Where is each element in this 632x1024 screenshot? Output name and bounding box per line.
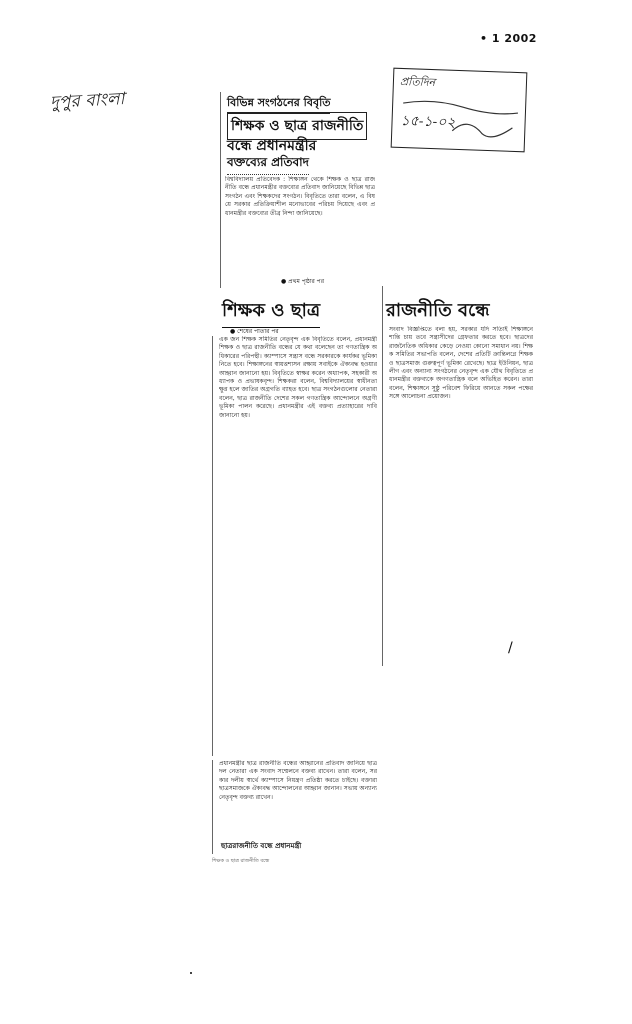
article2-headline-box (208, 296, 386, 322)
article1-byline: ● প্রথম পৃষ্ঠার পর (281, 278, 325, 285)
article2-column-left (212, 336, 381, 756)
article1-kicker: বিভিন্ন সংগঠনের বিবৃতি (227, 94, 330, 114)
article1-headline-line2: বন্ধে প্রধানমন্ত্রীর (227, 138, 317, 154)
article2-col1-lower-text: প্রধানমন্ত্রীর ছাত্র রাজনীতি বন্ধের আহ্বানের প্রতিবাদ জানিয়ে ছাত্রদল নেতারা এক সংবাদ সম্মেলনে বক্তব্য রাখেন। তারা বলেন, সরকার দলীয় স্বার্থে ক্যাম্পাসে নিয়ন্ত্রণ প্রতিষ্ঠা করতে চাইছে। বক্তারা ছাত্রসমাজকে ঐক্যবদ্ধ আন্দোলনের আহ্বান জানান। সভায় অন্যান্য নেতৃবৃন্দ বক্তব্য রাখেন। (219, 760, 377, 801)
article1-body: বিশ্ববিদ্যালয় প্রতিবেদক : শিক্ষাঙ্গন থেকে শিক্ষক ও ছাত্র রাজনীতি বন্ধে প্রধানমন্ত্রীর বক্তব্যের প্রতিবাদ জানিয়েছে বিভিন্ন ছাত্র সংগঠন এবং শিক্ষকদের সংগঠন। বিবৃতিতে তারা বলেন, এ বিষয়ে সরকার প্রতিক্রিয়াশীল মনোভাবের পরিচয় দিয়েছে এবং প্রধানমন্ত্রীর বক্তব্যের তীব্র নিন্দা জানিয়েছে। (225, 176, 375, 217)
article2-column-right (382, 286, 537, 666)
scribble-icon (392, 69, 527, 152)
handwritten-source-label: দুপুর বাংলা (49, 89, 125, 113)
note-box-line1: প্রতিদিন (399, 74, 436, 90)
handwritten-note-box (391, 68, 528, 153)
note-box-line2: ১৫-১-০২ (400, 112, 456, 131)
stray-dot (190, 972, 192, 974)
article2-col1-text: এক জন শিক্ষক সমিতির নেতৃবৃন্দ এক বিবৃতিতে বলেন, প্রধানমন্ত্রী শিক্ষক ও ছাত্র রাজনীতি বন্ধের যে কথা বলেছেন তা গণতান্ত্রিক অধিকারের পরিপন্থী। ক্যাম্পাসে সন্ত্রাস বন্ধে সরকারকে কার্যকর ভূমিকা নিতে হবে। শিক্ষাঙ্গনের স্বায়ত্তশাসন রক্ষায় সবাইকে ঐক্যবদ্ধ হওয়ার আহ্বান জানানো হয়। বিবৃতিতে স্বাক্ষর করেন অধ্যাপক, সহকারী অধ্যাপক ও প্রভাষকবৃন্দ। শিক্ষকরা বলেন, বিশ্ববিদ্যালয়ের স্বাধীনতা ক্ষুণ্ণ হলে জাতির অগ্রগতি ব্যাহত হবে। ছাত্র সংগঠনগুলোর নেতারা বলেন, ছাত্র রাজনীতি দেশের সকল গণতান্ত্রিক আন্দোলনে অগ্রণী ভূমিকা পালন করেছে। প্রধানমন্ত্রীর এই বক্তব্য প্রত্যাহারের দাবি জানানো হয়। (219, 336, 377, 419)
article2-headline-full: শিক্ষক ও ছাত্র রাজনীতি বন্ধে (212, 858, 270, 864)
article1-headline-line3: বক্তব্যের প্রতিবাদ (227, 154, 309, 175)
article2-col2-text: সংবাদ বিজ্ঞপ্তিতে বলা হয়, সরকার যদি সত্যিই শিক্ষাঙ্গনে শান্তি চায় তবে সন্ত্রাসীদের গ্রেফতার করতে হবে। ছাত্রদের রাজনৈতিক অধিকার কেড়ে নেওয়া কোনো সমাধান নয়। শিক্ষক সমিতির সভাপতি বলেন, দেশের প্রতিটি ক্রান্তিলগ্নে শিক্ষক ও ছাত্রসমাজ গুরুত্বপূর্ণ ভূমিকা রেখেছে। ছাত্র ইউনিয়ন, ছাত্রলীগ এবং অন্যান্য সংগঠনের নেতৃবৃন্দ এক যৌথ বিবৃতিতে প্রধানমন্ত্রীর বক্তব্যকে অগণতান্ত্রিক বলে অভিহিত করেন। তারা বলেন, শিক্ষাঙ্গনে সুষ্ঠু পরিবেশ ফিরিয়ে আনতে সকল পক্ষের সঙ্গে আলোচনা প্রয়োজন। (389, 326, 533, 401)
article2-headline-left: শিক্ষক ও ছাত্র (222, 296, 320, 328)
article2-column-lower (212, 760, 381, 854)
article1-headline-line1: শিক্ষক ও ছাত্র রাজনীতি (231, 118, 364, 134)
article-clipping-upper (220, 92, 381, 288)
date-stamp: • 1 2002 (480, 32, 537, 45)
article2-end-line: ছাত্ররাজনীতি বন্ধে প্রধানমন্ত্রী (221, 842, 302, 850)
article2-continued: ● শেষের পাতার পর (230, 328, 279, 335)
article2-headline-right: রাজনীতি বন্ধে (386, 300, 490, 321)
end-mark: / (508, 640, 513, 656)
